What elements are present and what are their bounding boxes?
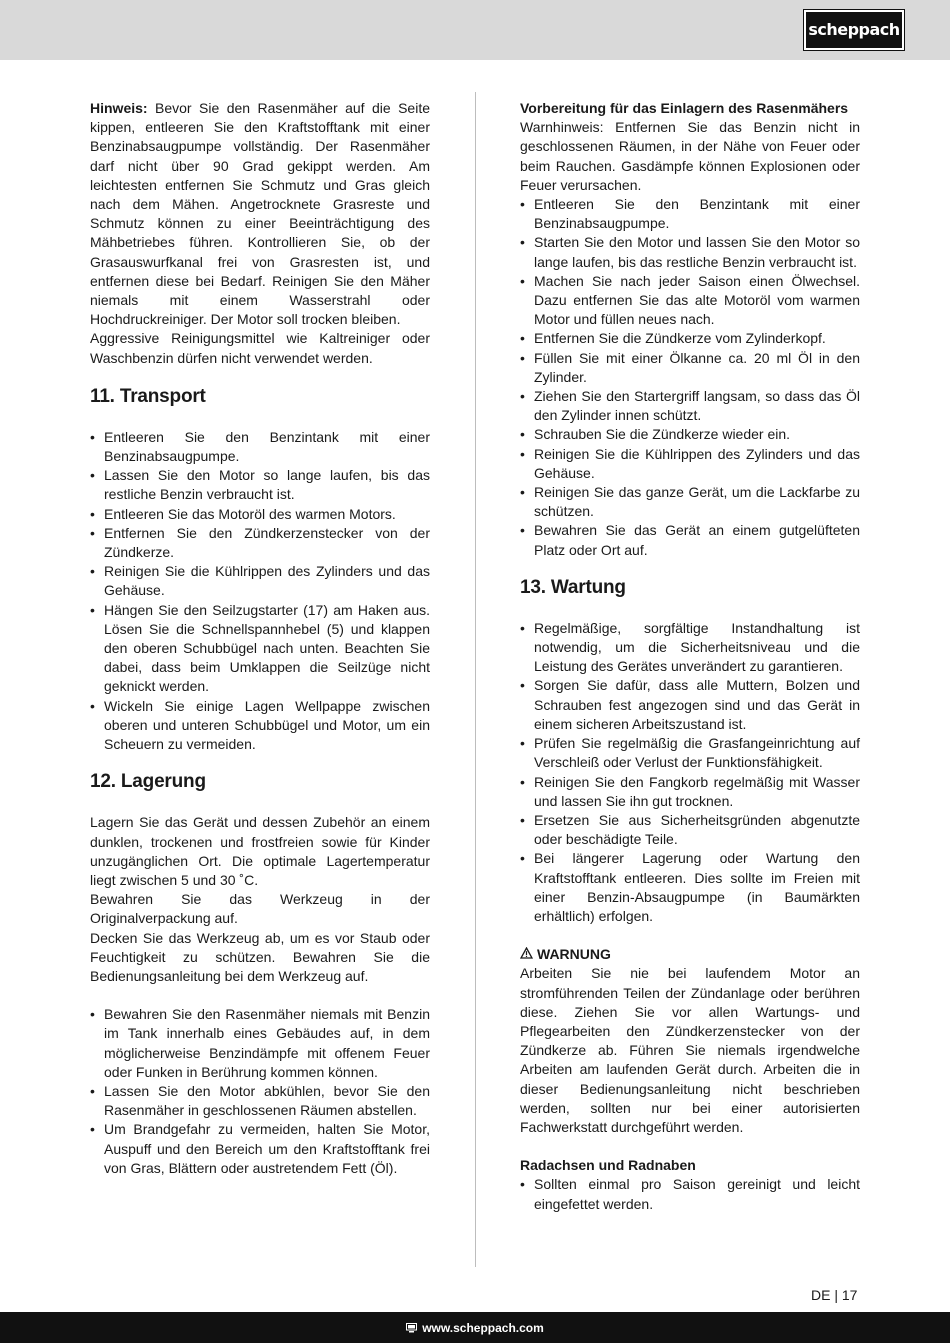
list-item: • Lassen Sie den Motor abkühlen, bevor Sie den Rasenmäher in geschlossenen Räumen abstellen. xyxy=(90,1082,430,1120)
list-item: • Starten Sie den Motor und lassen Sie den Motor so lange laufen, bis das restliche Benzin verbraucht ist. xyxy=(520,233,860,271)
list-item: • Reinigen Sie die Kühlrippen des Zylinders und das Gehäuse. xyxy=(520,445,860,483)
list-item: • Machen Sie nach jeder Saison einen Ölwechsel. Dazu entfernen Sie das alte Motoröl vom warmen Motor und füllen neues nach. xyxy=(520,272,860,330)
right-column xyxy=(520,99,860,1214)
radachsen-list xyxy=(520,1175,860,1213)
section-heading-wartung: 13. Wartung xyxy=(520,576,626,598)
list-item: • Schrauben Sie die Zündkerze wieder ein. xyxy=(520,425,860,444)
einlagern-warning: Warnhinweis: Entfernen Sie das Benzin nicht in geschlossenen Räumen, in der Nähe von Feuer oder beim Rauchen. Gasdämpfe können Explosionen oder Feuer verursachen. xyxy=(520,119,860,193)
list-item: • Füllen Sie mit einer Ölkanne ca. 20 ml Öl in den Zylinder. xyxy=(520,349,860,387)
einlagern-list xyxy=(520,195,860,560)
page-number: DE | 17 xyxy=(811,1287,858,1303)
list-item: • Regelmäßige, sorgfältige Instandhaltung ist notwendig, um die Sicherheitsniveau und die Leistung des Gerätes unverändert zu garantieren. xyxy=(520,619,860,677)
list-item: • Sollten einmal pro Saison gereinigt und leicht eingefettet werden. xyxy=(520,1175,860,1213)
warnung-label: WARNUNG xyxy=(537,946,611,963)
hinweis-paragraph-2: Aggressive Reinigungsmittel wie Kaltreiniger oder Waschbenzin dürfen nicht verwendet werden. xyxy=(90,330,430,366)
warnung-text: Arbeiten Sie nie bei laufendem Motor an stromführenden Teilen der Zündanlage oder berühren diese. Ziehen Sie vor allen Wartungs- und Pflegearbeiten den Zündkerzenstecker von der Zündkerze ab. Führen Sie niemals irgendwelche Arbeiten am laufenden Gerät durch. Arbeiten die in dieser Bedienungsanleitung nicht beschrieben werden, sollten nur bei einer autorisierten Fachwerkstatt durchgeführt werden. xyxy=(520,965,860,1135)
wartung-list xyxy=(520,619,860,926)
list-item: • Entfernen Sie den Zündkerzenstecker von der Zündkerze. xyxy=(90,524,430,562)
footer-bar xyxy=(0,1312,950,1343)
list-item: • Reinigen Sie den Fangkorb regelmäßig mit Wasser und lassen Sie ihn gut trocknen. xyxy=(520,773,860,811)
website-link[interactable]: www.scheppach.com xyxy=(422,1320,544,1335)
page-language: DE xyxy=(811,1287,831,1303)
section-heading-lagerung: 12. Lagerung xyxy=(90,771,206,793)
list-item: • Sorgen Sie dafür, dass alle Muttern, Bolzen und Schrauben fest angezogen sind und das Gerät in einem sicheren Arbeitszustand ist. xyxy=(520,676,860,734)
hinweis-paragraph xyxy=(90,99,430,329)
list-item: • Ziehen Sie den Startergriff langsam, so dass das Öl den Zylinder innen schützt. xyxy=(520,387,860,425)
lagerung-list xyxy=(90,1005,430,1178)
list-item: • Reinigen Sie die Kühlrippen des Zylinders und das Gehäuse. xyxy=(90,562,430,600)
left-column xyxy=(90,99,430,1178)
list-item: • Hängen Sie den Seilzugstarter (17) am Haken aus. Lösen Sie die Schnellspannhebel (5) und klappen den oberen Schubbügel nach unten. Beachten Sie dabei, dass beim Umklappen die Seilzüge nicht geknickt werden. xyxy=(90,601,430,697)
list-item: • Lassen Sie den Motor so lange laufen, bis das restliche Benzin verbraucht ist. xyxy=(90,466,430,504)
warnung-title xyxy=(520,945,860,964)
hinweis-text: Bevor Sie den Rasenmäher auf die Seite kippen, entleeren Sie den Kraftstofftank mit einer Benzinabsaugpumpe vollständig. Der Rasenmäher darf nicht über 90 Grad gekippt werden. Am leichtesten entfernen Sie Schmutz und Gras gleich nach dem Mähen. Angetrocknete Grasreste und Schmutz können zu einer Beeinträchtigung des Mähbetriebes führen. Kontrollieren Sie, ob der Grasauswurfkanal frei von Grasresten ist, und entfernen diese bei Bedarf. Reinigen Sie den Mäher niemals mit einem Wasserstrahl oder Hochdruckreiniger. Der Motor soll trocken bleiben. xyxy=(90,100,430,328)
lagerung-paragraph-1: Lagern Sie das Gerät und dessen Zubehör an einem dunklen, trockenen und frostfreien sowie für Kinder unzugänglichen Ort. Die optimale Lagertemperatur liegt zwischen 5 und 30 ˚C. xyxy=(90,814,430,888)
hinweis-label: Hinweis: xyxy=(90,100,148,116)
lagerung-paragraph-3: Decken Sie das Werkzeug ab, um es vor Staub oder Feuchtigkeit zu schützen. Bewahren Sie die Bedienungsanleitung bei dem Werkzeug auf. xyxy=(90,929,430,984)
list-item: • Entleeren Sie den Benzintank mit einer Benzinabsaugpumpe. xyxy=(520,195,860,233)
section-heading-transport: 11. Transport xyxy=(90,385,206,407)
list-item: • Um Brandgefahr zu vermeiden, halten Sie Motor, Auspuff und den Bereich um den Kraftstofftank frei von Gras, Blättern oder austretendem Fett (Öl). xyxy=(90,1120,430,1178)
list-item: • Entfernen Sie die Zündkerze vom Zylinderkopf. xyxy=(520,329,860,348)
column-divider xyxy=(475,92,476,1267)
transport-list xyxy=(90,428,430,754)
list-item: • Bewahren Sie das Gerät an einem gutgelüfteten Platz oder Ort auf. xyxy=(520,521,860,559)
einlagern-heading: Vorbereitung für das Einlagern des Rasenmähers xyxy=(520,100,849,116)
monitor-icon xyxy=(406,1323,417,1333)
list-item: • Entleeren Sie den Benzintank mit einer Benzinabsaugpumpe. xyxy=(90,428,430,466)
page-number-value: 17 xyxy=(841,1287,858,1303)
list-item: • Entleeren Sie das Motoröl des warmen Motors. xyxy=(90,505,430,524)
list-item: • Prüfen Sie regelmäßig die Grasfangeinrichtung auf Verschleiß oder Verlust der Funktionsfähigkeit. xyxy=(520,734,860,772)
lagerung-paragraph-2: Bewahren Sie das Werkzeug in der Originalverpackung auf. xyxy=(90,891,430,927)
radachsen-heading: Radachsen und Radnaben xyxy=(520,1157,696,1174)
list-item: • Ersetzen Sie aus Sicherheitsgründen abgenutzte oder beschädigte Teile. xyxy=(520,811,860,849)
list-item: • Reinigen Sie das ganze Gerät, um die Lackfarbe zu schützen. xyxy=(520,483,860,521)
list-item: • Bei längerer Lagerung oder Wartung den Kraftstofftank entleeren. Dies sollte im Freien mit einer Benzin-Absaugpumpe (in Baumärkten erhältlich) erfolgen. xyxy=(520,849,860,926)
scheppach-logo: scheppach xyxy=(804,10,904,50)
list-item: • Wickeln Sie einige Lagen Wellpappe zwischen oberen und unteren Schubbügel und Motor, um ein Scheuern zu vermeiden. xyxy=(90,697,430,755)
list-item: • Bewahren Sie den Rasenmäher niemals mit Benzin im Tank innerhalb eines Gebäudes auf, in dem möglicherweise Benzindämpfe mit offenem Feuer oder Funken in Berührung kommen können. xyxy=(90,1005,430,1082)
warning-triangle-icon xyxy=(520,945,533,964)
